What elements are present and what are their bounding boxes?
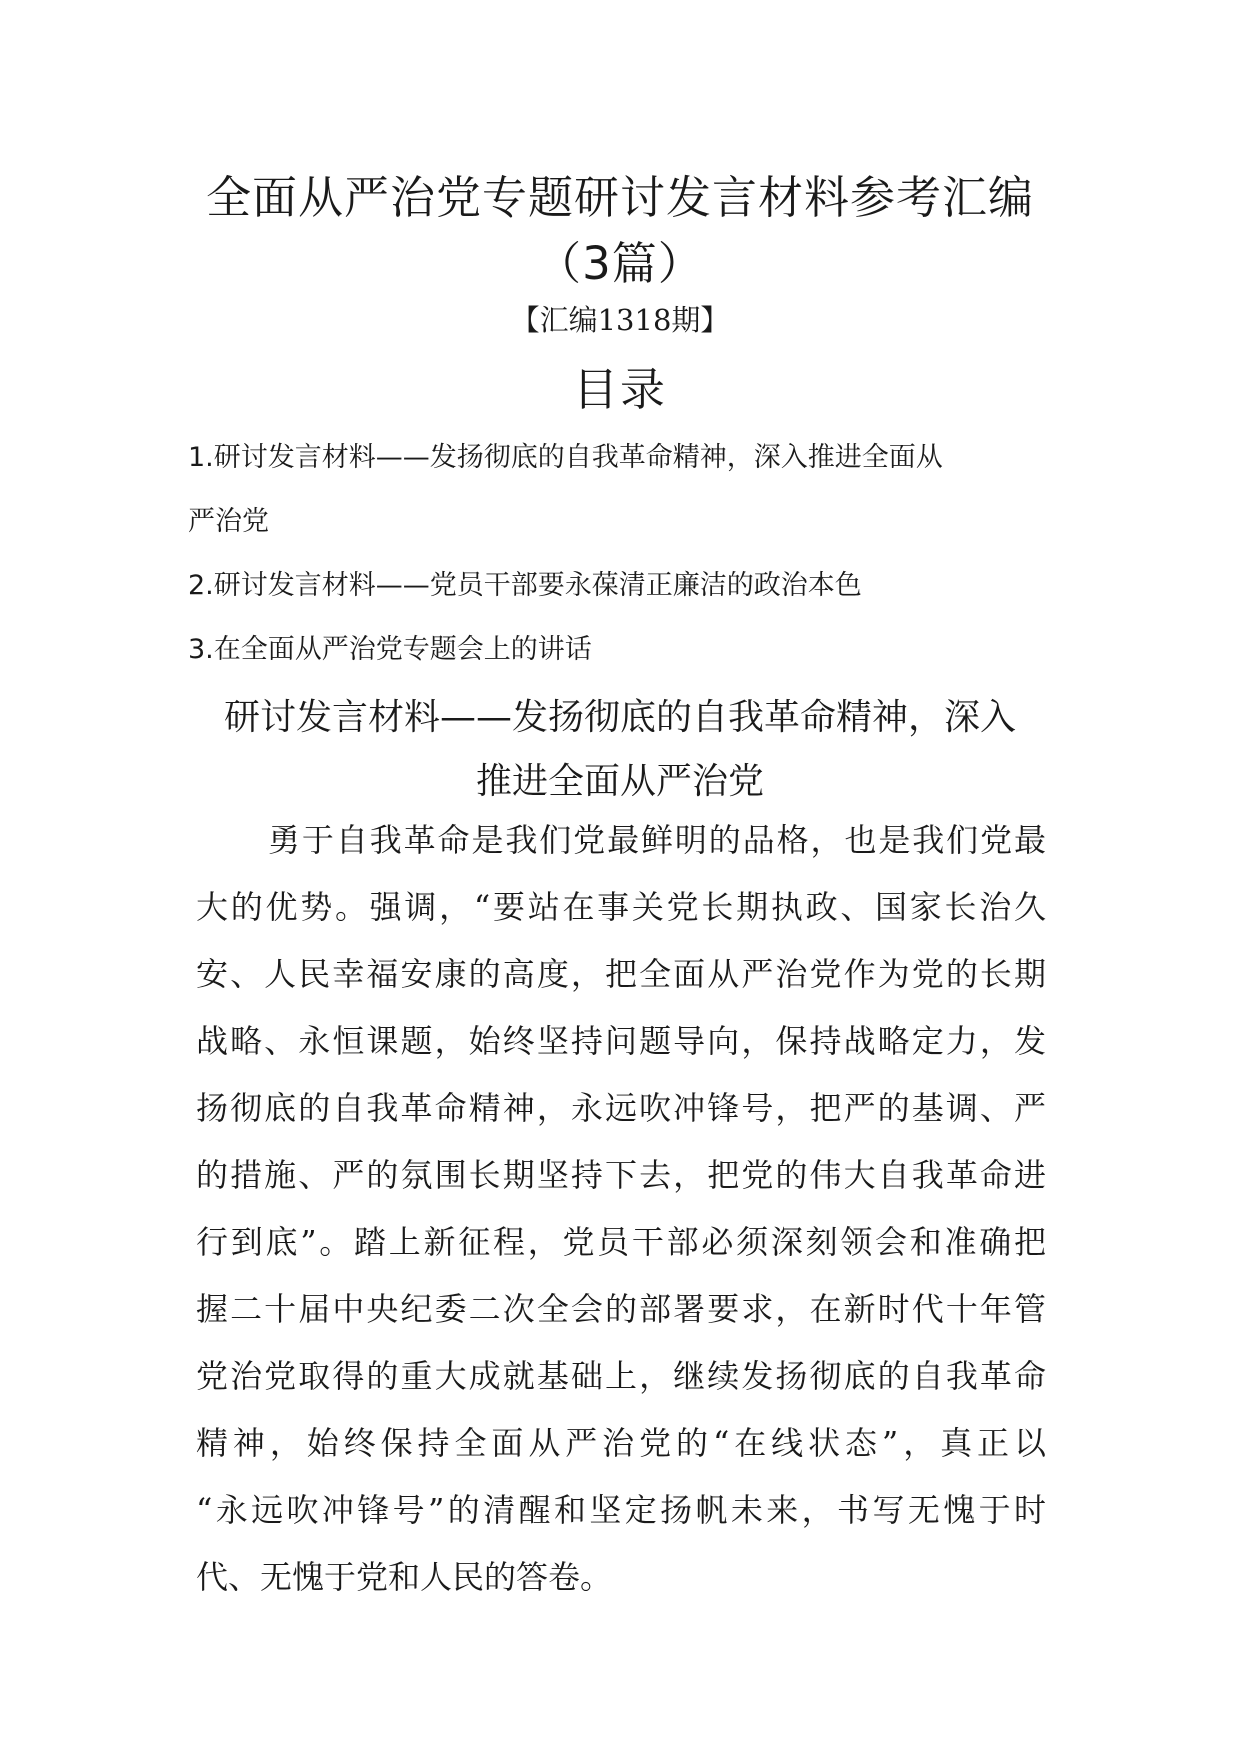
issue-number: 【汇编1318期】 xyxy=(510,303,730,337)
toc-item-1: 1.研讨发言材料——发扬彻底的自我革命精神，深入推进全面从 xyxy=(188,442,943,473)
section-title-line-2: 推进全面从严治党 xyxy=(475,761,764,802)
toc-item-1-continued: 严治党 xyxy=(188,506,269,537)
paragraph-line: 扬彻底的自我革命精神，永远吹冲锋号，把严的基调、严 xyxy=(196,1089,1046,1127)
toc-item-3: 3.在全面从严治党专题会上的讲话 xyxy=(188,634,592,665)
paragraph-line: 安、人民幸福安康的高度，把全面从严治党作为党的长期 xyxy=(196,955,1046,993)
paragraph-line: 行到底”。踏上新征程，党员干部必须深刻领会和准确把 xyxy=(196,1223,1046,1261)
toc-item-2: 2.研讨发言材料——党员干部要永葆清正廉洁的政治本色 xyxy=(188,570,862,601)
paragraph-line: 大的优势。强调，“要站在事关党长期执政、国家长治久 xyxy=(196,888,1046,926)
paragraph-line: 的措施、严的氛围长期坚持下去，把党的伟大自我革命进 xyxy=(196,1156,1046,1194)
paragraph-line: 党治党取得的重大成就基础上，继续发扬彻底的自我革命 xyxy=(196,1357,1046,1395)
paragraph-line: 精神，始终保持全面从严治党的“在线状态”，真正以 xyxy=(196,1424,1046,1462)
paragraph-line: 代、无愧于党和人民的答卷。 xyxy=(196,1558,613,1596)
paragraph-line: 战略、永恒课题，始终坚持问题导向，保持战略定力，发 xyxy=(196,1022,1046,1060)
paragraph-line: 握二十届中央纪委二次全会的部署要求，在新时代十年管 xyxy=(196,1290,1046,1328)
document-title-line-1: 全面从严治党专题研讨发言材料参考汇编 xyxy=(205,171,1034,224)
document-title-line-2: （3篇） xyxy=(536,237,704,290)
paragraph-line: 勇于自我革命是我们党最鲜明的品格，也是我们党最 xyxy=(268,821,1046,859)
section-title-line-1: 研讨发言材料——发扬彻底的自我革命精神，深入 xyxy=(223,697,1016,738)
toc-heading: 目录 xyxy=(572,363,667,416)
paragraph-line: “永远吹冲锋号”的清醒和坚定扬帆未来，书写无愧于时 xyxy=(196,1491,1046,1529)
